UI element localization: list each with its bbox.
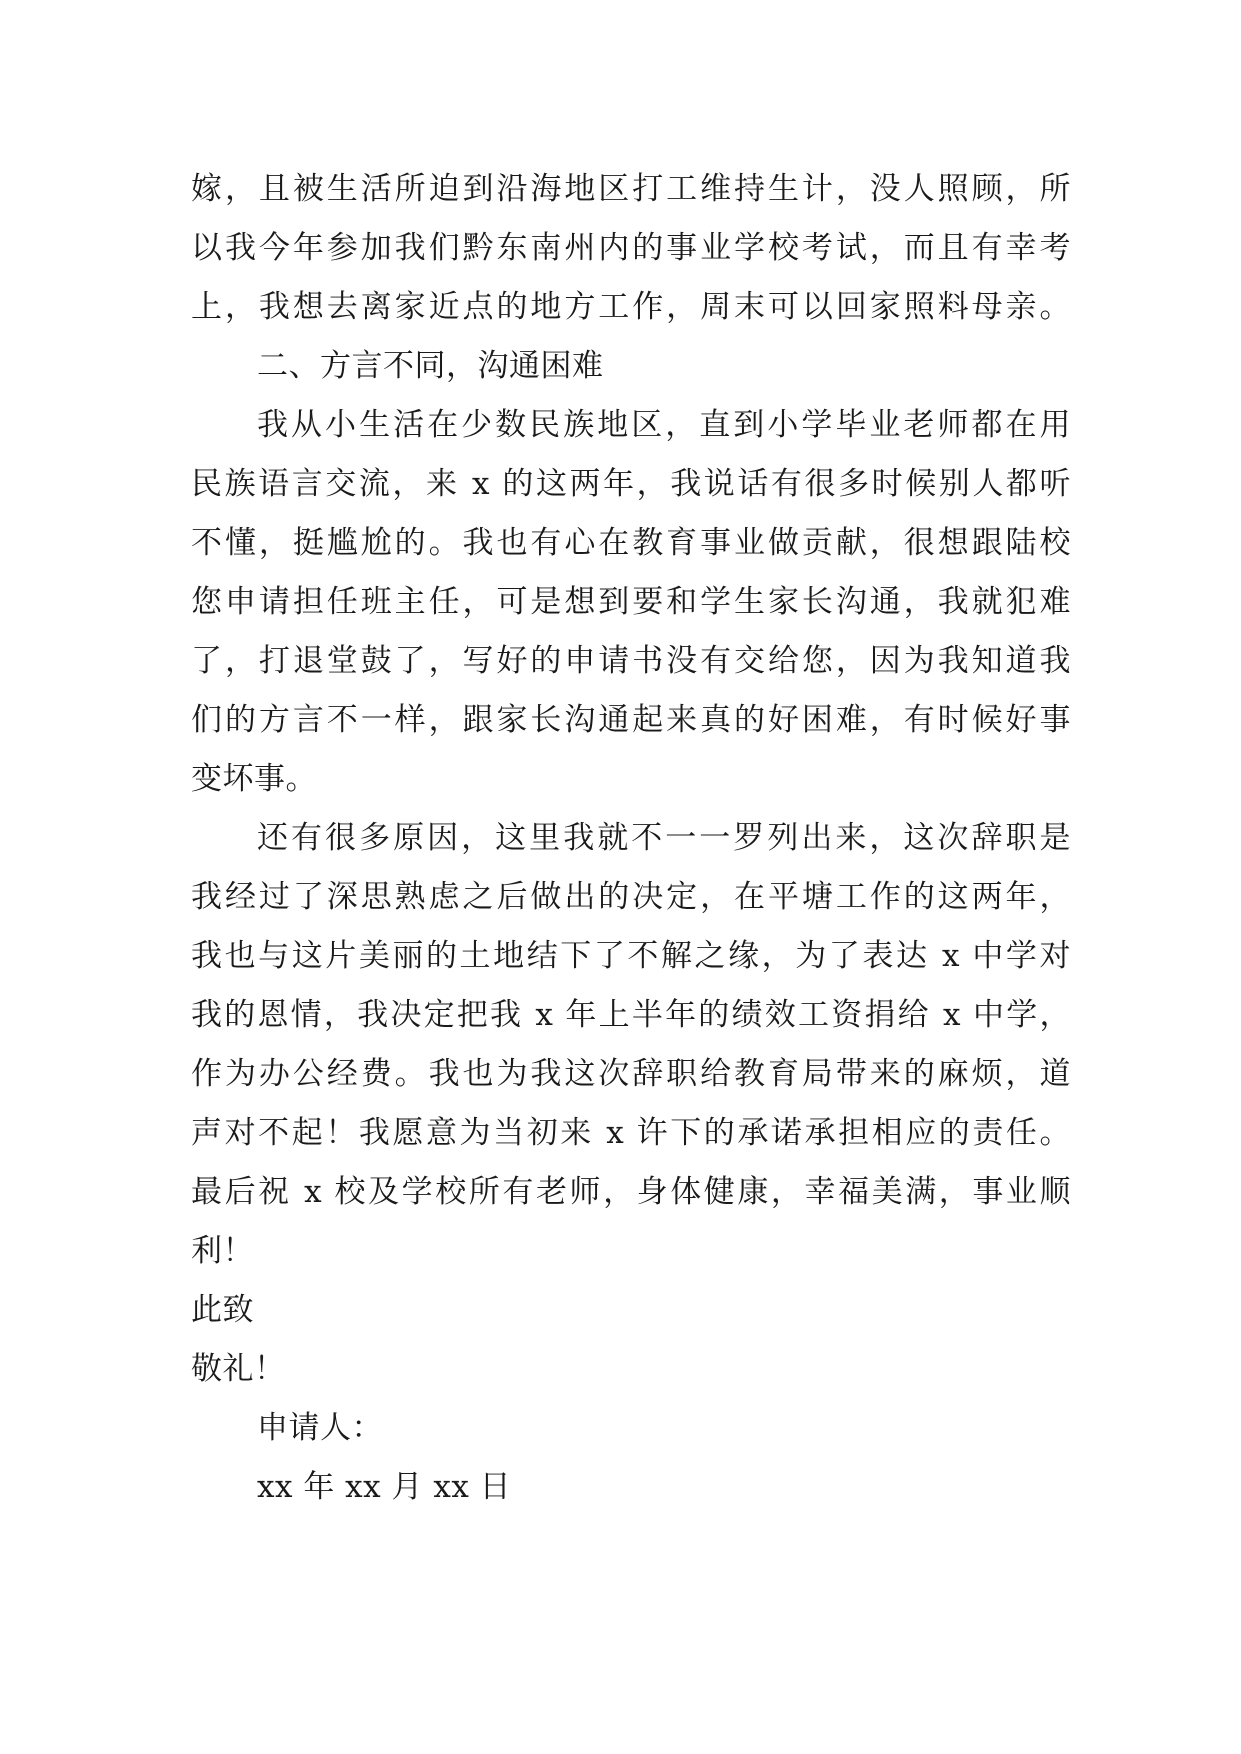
text-line: 了，打退堂鼓了，写好的申请书没有交给您，因为我知道我 [191, 643, 1071, 679]
text-line: 利！ [191, 1233, 254, 1269]
section-heading-dialect: 二、方言不同，沟通困难 [257, 348, 604, 384]
text-line: 嫁，且被生活所迫到沿海地区打工维持生计，没人照顾，所 [191, 171, 1071, 207]
closing-salutation: 此致 [191, 1292, 254, 1328]
closing-regards: 敬礼！ [191, 1351, 286, 1387]
signature-date: xx 年 xx 月 xx 日 [257, 1469, 512, 1505]
text-line: 我也与这片美丽的土地结下了不解之缘，为了表达 x 中学对 [191, 938, 1071, 974]
applicant-label: 申请人： [257, 1410, 383, 1446]
text-line: 我从小生活在少数民族地区，直到小学毕业老师都在用 [257, 407, 1071, 443]
text-line: 以我今年参加我们黔东南州内的事业学校考试，而且有幸考 [191, 230, 1071, 266]
text-line: 上，我想去离家近点的地方工作，周末可以回家照料母亲。 [191, 289, 1071, 325]
paragraph-conclusion [191, 809, 1071, 1281]
paragraph-dialect [191, 396, 1071, 809]
text-line: 我的恩情，我决定把我 x 年上半年的绩效工资捐给 x 中学， [191, 997, 1071, 1033]
text-line: 们的方言不一样，跟家长沟通起来真的好困难，有时候好事 [191, 702, 1071, 738]
text-line: 作为办公经费。我也为我这次辞职给教育局带来的麻烦，道 [191, 1056, 1071, 1092]
text-line: 最后祝 x 校及学校所有老师，身体健康，幸福美满，事业顺 [191, 1174, 1071, 1210]
text-line: 民族语言交流，来 x 的这两年，我说话有很多时候别人都听 [191, 466, 1071, 502]
text-line: 声对不起！我愿意为当初来 x 许下的承诺承担相应的责任。 [191, 1115, 1071, 1151]
text-line: 变坏事。 [191, 761, 317, 797]
text-line: 您申请担任班主任，可是想到要和学生家长沟通，我就犯难 [191, 584, 1071, 620]
text-line: 还有很多原因，这里我就不一一罗列出来，这次辞职是 [257, 820, 1071, 856]
paragraph-family-reason [191, 160, 1071, 337]
document-body [191, 160, 1071, 1517]
text-line: 我经过了深思熟虑之后做出的决定，在平塘工作的这两年， [191, 879, 1071, 915]
text-line: 不懂，挺尴尬的。我也有心在教育事业做贡献，很想跟陆校 [191, 525, 1071, 561]
